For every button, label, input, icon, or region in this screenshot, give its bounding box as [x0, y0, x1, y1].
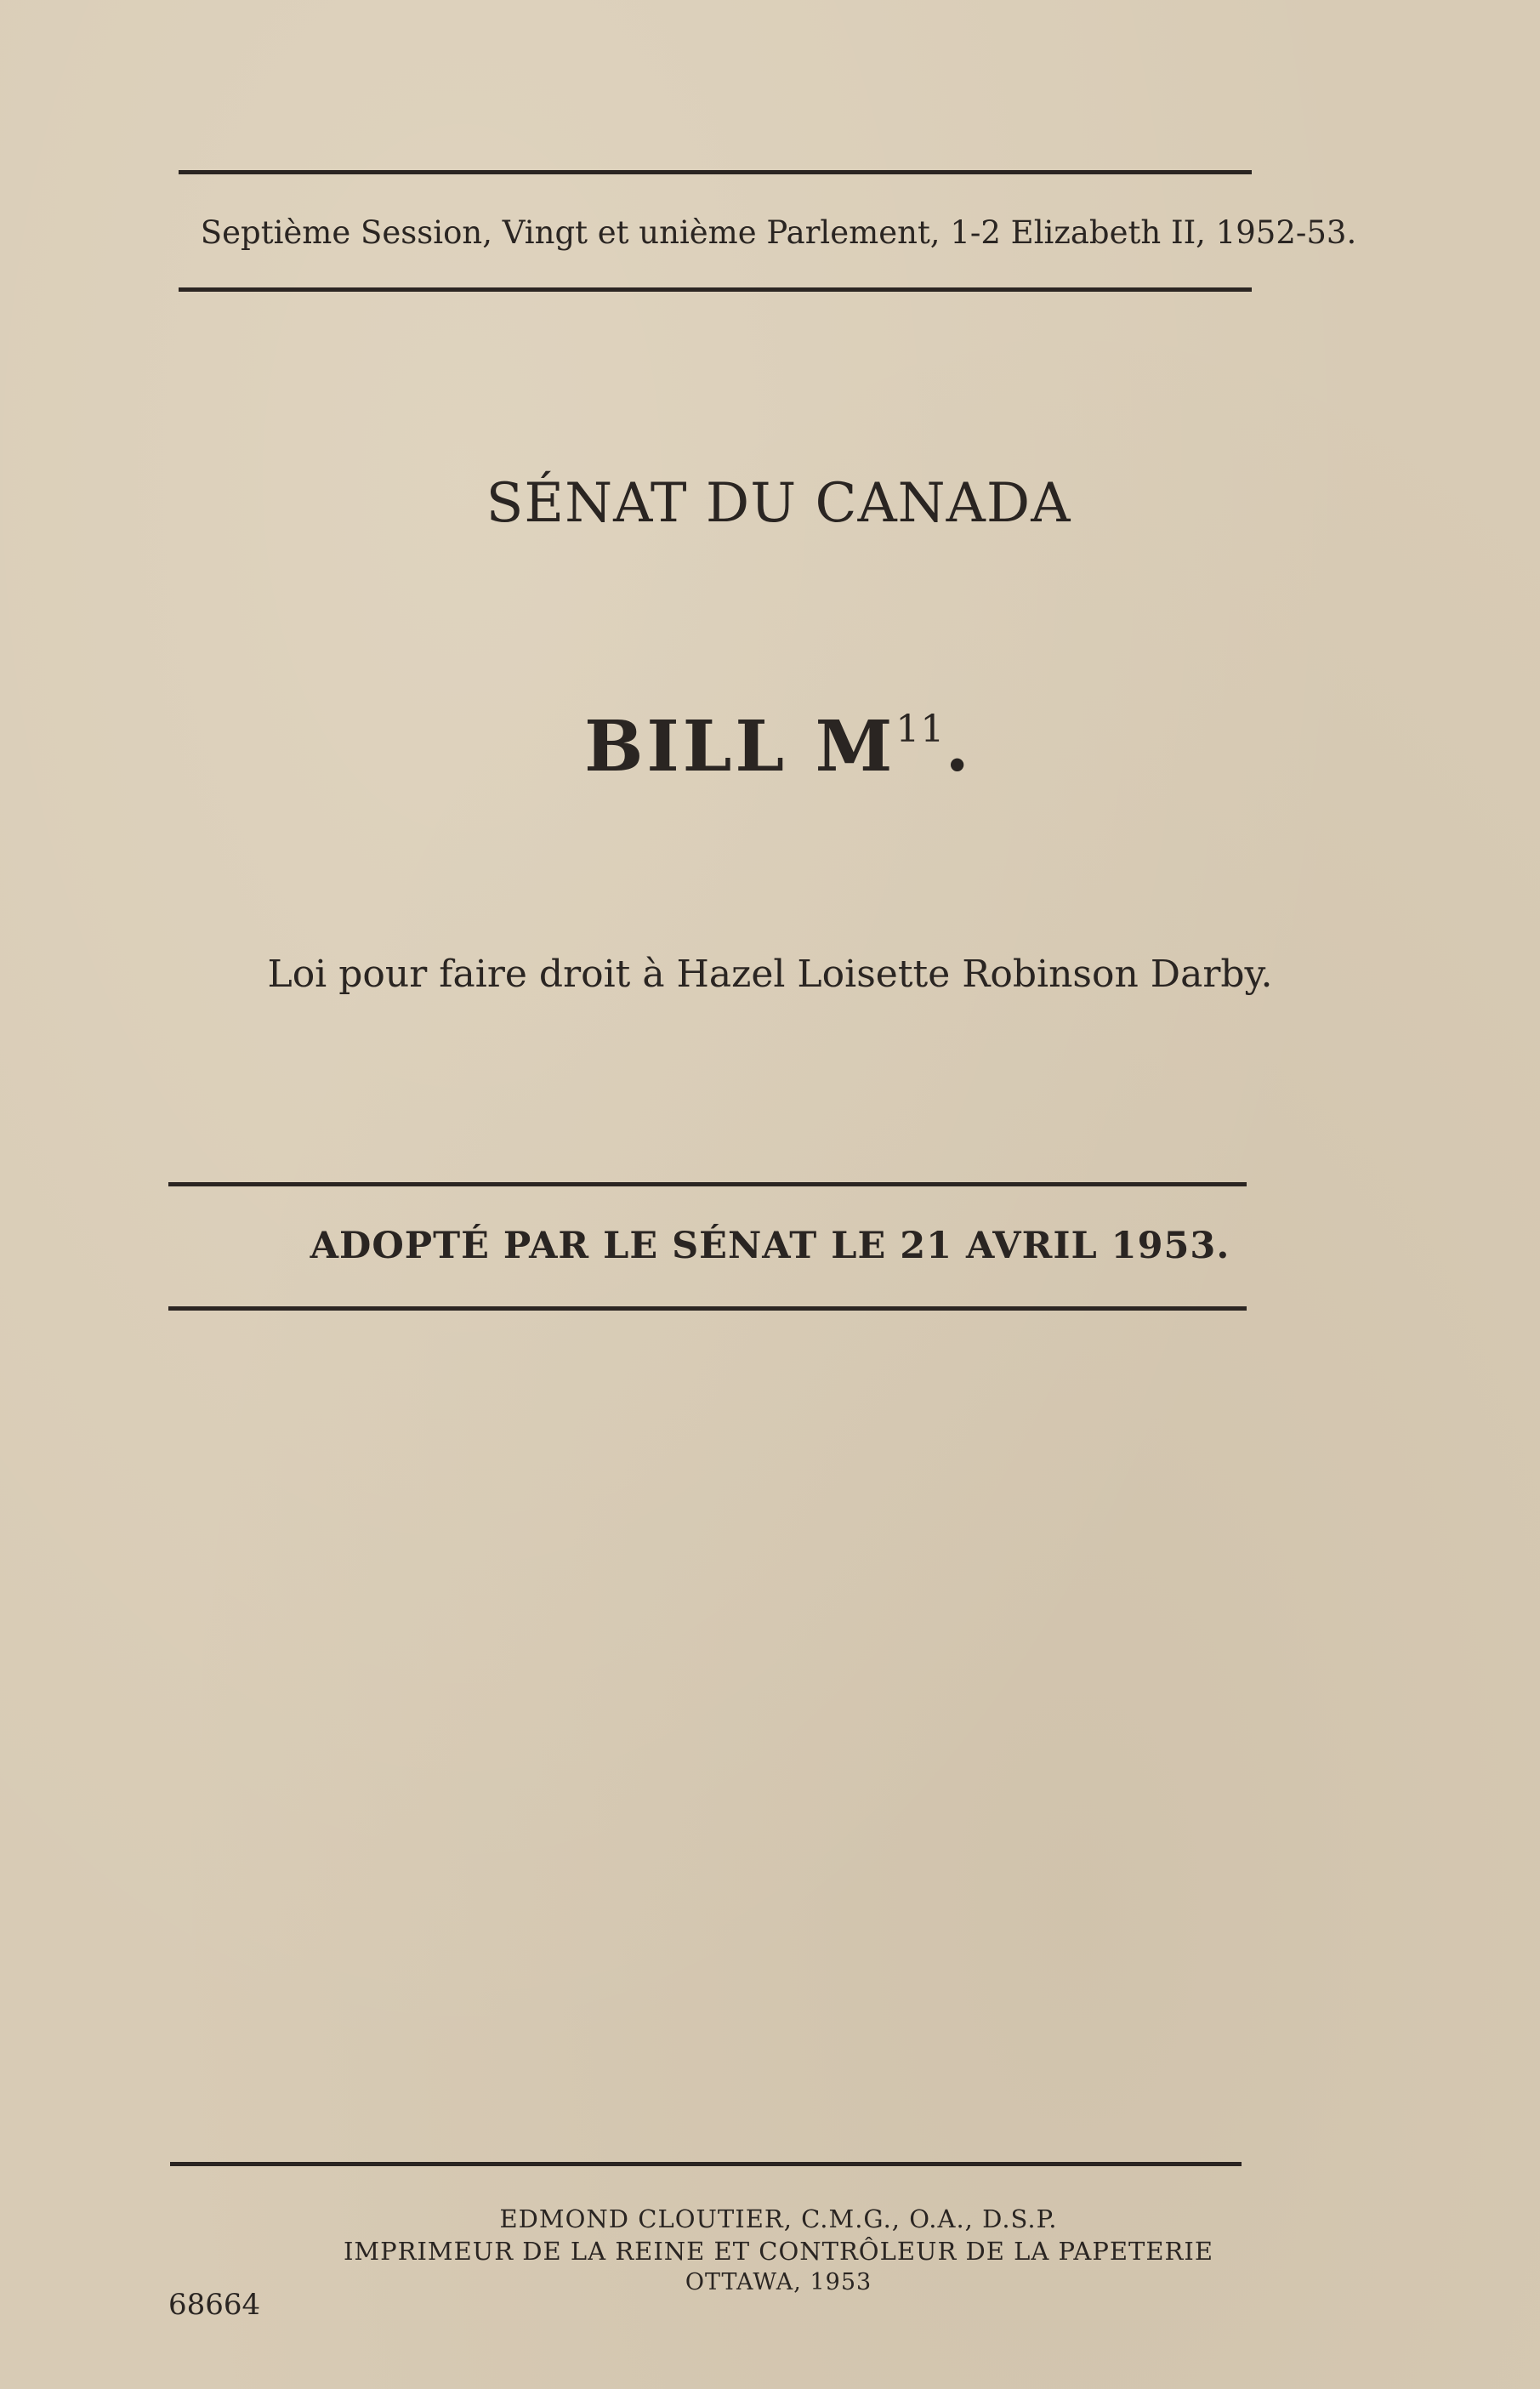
adoption-top-rule	[168, 1182, 1247, 1186]
adoption-line: ADOPTÉ PAR LE SÉNAT LE 21 AVRIL 1953.	[310, 1225, 1230, 1267]
bill-prefix: BILL M	[584, 706, 896, 788]
printer-name: EDMOND CLOUTIER, C.M.G., O.A., D.S.P.	[499, 2204, 1058, 2233]
catalog-number: 68664	[168, 2288, 261, 2322]
bill-number-superscript: 11	[895, 708, 946, 751]
printer-city: OTTAWA, 1953	[685, 2269, 872, 2295]
session-line: Septième Session, Vingt et unième Parlement, 1-2 Elizabeth II, 1952-53.	[200, 214, 1357, 251]
adoption-bottom-rule	[168, 1306, 1247, 1311]
bill-suffix: .	[945, 706, 973, 788]
session-bottom-rule	[179, 287, 1252, 292]
top-rule	[179, 170, 1252, 174]
bill-description: Loi pour faire droit à Hazel Loisette Robinson Darby.	[267, 953, 1273, 996]
bill-title	[0, 706, 1540, 788]
printer-title: IMPRIMEUR DE LA REINE ET CONTRÔLEUR DE LA PAPETERIE	[343, 2237, 1214, 2266]
senate-title: SÉNAT DU CANADA	[486, 472, 1071, 535]
printer-top-rule	[170, 2162, 1242, 2166]
